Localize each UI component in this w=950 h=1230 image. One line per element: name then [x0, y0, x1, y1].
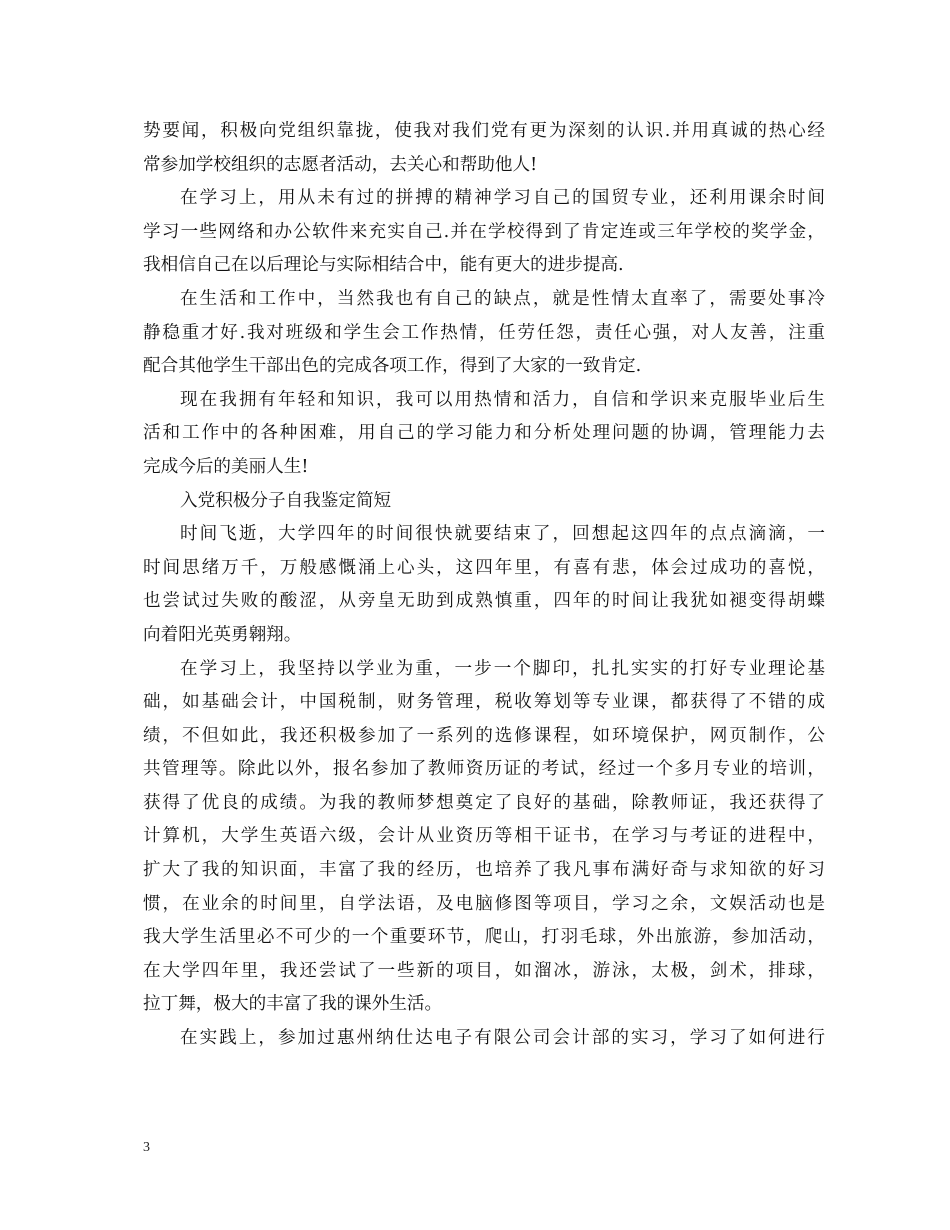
text-line: 绩，不但如此，我还积极参加了一系列的选修课程，如环境保护，网页制作，公 — [143, 725, 825, 746]
text-line: 础，如基础会计，中国税制，财务管理，税收筹划等专业课，都获得了不错的成 — [143, 692, 825, 713]
text-line: 在生活和工作中，当然我也有自己的缺点，就是性情太直率了，需要处事冷 — [180, 288, 825, 309]
text-line: 也尝试过失败的酸涩，从旁皇无助到成熟慎重，四年的时间让我犹如褪变得胡蝶 — [143, 591, 825, 612]
text-line: 配合其他学生干部出色的完成各项工作，得到了大家的一致肯定. — [143, 356, 642, 377]
text-line: 现在我拥有年轻和知识，我可以用热情和活力，自信和学识来克服毕业后生 — [180, 389, 825, 410]
text-line: 活和工作中的各种困难，用自己的学习能力和分析处理问题的协调，管理能力去 — [143, 423, 825, 444]
text-line: 在大学四年里，我还尝试了一些新的项目，如溜冰，游泳，太极，剑术，排球， — [143, 960, 825, 981]
page-number: 3 — [143, 1140, 150, 1155]
text-line: 拉丁舞，极大的丰富了我的课外生活。 — [143, 994, 443, 1015]
text-line: 静稳重才好.我对班级和学生会工作热情，任劳任怨，责任心强，对人友善，注重 — [143, 322, 825, 343]
text-line: 向着阳光英勇翱翔。 — [143, 624, 302, 645]
text-line: 完成今后的美丽人生! — [143, 456, 309, 477]
text-line: 常参加学校组织的志愿者活动，去关心和帮助他人! — [143, 154, 538, 175]
text-line: 惯，在业余的时间里，自学法语，及电脑修图等项目，学习之余，文娱活动也是 — [143, 893, 825, 914]
text-line: 共管理等。除此以外，报名参加了教师资历证的考试，经过一个多月专业的培训， — [143, 759, 825, 780]
section-heading: 入党积极分子自我鉴定简短 — [180, 490, 392, 511]
text-line: 在学习上，用从未有过的拼搏的精神学习自己的国贸专业，还利用课余时间 — [180, 188, 825, 209]
text-line: 时间飞逝，大学四年的时间很快就要结束了，回想起这四年的点点滴滴，一 — [180, 524, 825, 545]
text-line: 计算机，大学生英语六级，会计从业资历等相干证书，在学习与考证的进程中， — [143, 826, 825, 847]
text-line: 势要闻，积极向党组织靠拢，使我对我们党有更为深刻的认识.并用真诚的热心经 — [143, 121, 825, 141]
text-line: 我大学生活里必不可少的一个重要环节，爬山，打羽毛球，外出旅游，参加活动， — [143, 927, 825, 948]
text-line: 时间思绪万千，万般感慨涌上心头，这四年里，有喜有悲，体会过成功的喜悦， — [143, 557, 825, 578]
text-line: 在实践上，参加过惠州纳仕达电子有限公司会计部的实习，学习了如何进行 — [180, 1028, 825, 1049]
text-line: 学习一些网络和办公软件来充实自己.并在学校得到了肯定连或三年学校的奖学金， — [143, 221, 825, 242]
text-line: 获得了优良的成绩。为我的教师梦想奠定了良好的基础，除教师证，我还获得了 — [143, 792, 825, 813]
text-line: 在学习上，我坚持以学业为重，一步一个脚印，扎扎实实的打好专业理论基 — [180, 658, 825, 679]
text-line: 我相信自己在以后理论与实际相结合中，能有更大的进步提高. — [143, 255, 624, 276]
text-line: 扩大了我的知识面，丰富了我的经历，也培养了我凡事布满好奇与求知欲的好习 — [143, 860, 825, 881]
body-text — [143, 115, 825, 1056]
